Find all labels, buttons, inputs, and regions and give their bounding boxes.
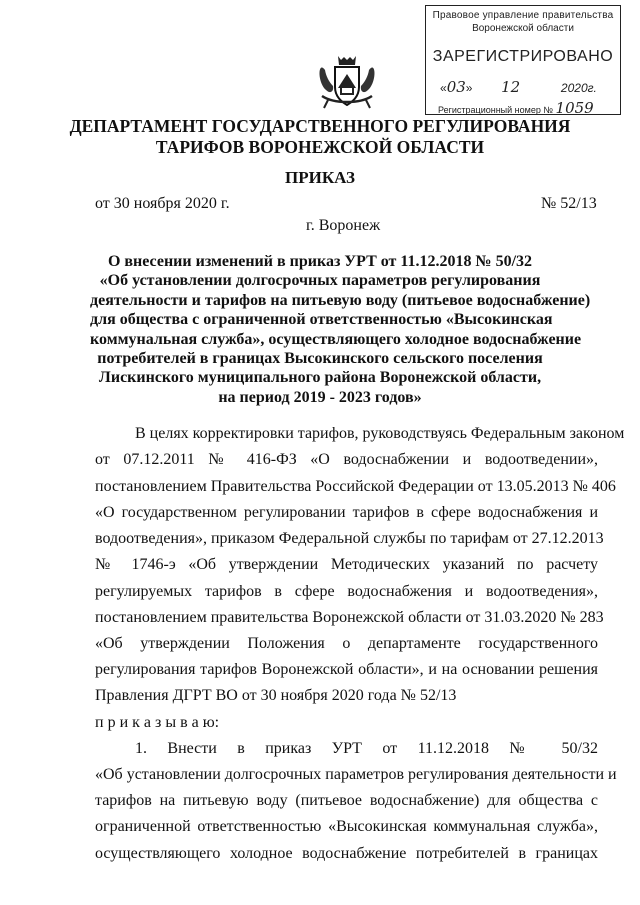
order-title: [90, 252, 591, 407]
stamp-reg-number: [438, 99, 618, 117]
title-line: О внесении изменений в приказ УРТ от 11.12.2018 № 50/32: [107, 253, 533, 270]
title-line: Лискинского муниципального района Воронежской области,: [98, 369, 542, 387]
stamp-registered-label: ЗАРЕГИСТРИРОВАНО: [432, 48, 614, 65]
order-directive: п р и к а з ы в а ю:: [95, 714, 220, 731]
title-line: для общества с ограниченной ответственностью «Высокинская: [90, 311, 553, 329]
org-name-line2: ТАРИФОВ ВОРОНЕЖСКОЙ ОБЛАСТИ: [155, 137, 485, 157]
body-line: Правления ДГРТ ВО от 30 ноября 2020 года № 52/13: [95, 687, 457, 704]
body-line: ограниченной ответственностью «Высокинская коммунальная служба»,: [95, 818, 598, 835]
stamp-year: 2020г.: [560, 81, 597, 95]
coat-of-arms-icon: [316, 52, 378, 110]
order-number: № 52/13: [541, 195, 597, 212]
order-city: г. Воронеж: [306, 217, 381, 234]
stamp-authority-line2: Воронежской области: [472, 23, 574, 34]
body-line: регулирования тарифов Воронежской области», и на основании решения: [95, 661, 598, 678]
org-name-line1: ДЕПАРТАМЕНТ ГОСУДАРСТВЕННОГО РЕГУЛИРОВАНИЯ: [69, 116, 571, 136]
stamp-reg-number-value: 1059: [555, 99, 594, 117]
body-line: от 07.12.2011 № 416-ФЗ «О водоснабжении и водоотведении»,: [95, 451, 598, 468]
body-line: постановлением Правительства Российской Федерации от 13.05.2013 № 406: [95, 478, 616, 495]
stamp-reg-number-label: Регистрационный номер №: [438, 105, 554, 115]
body-line: тарифов на питьевую воду (питьевое водоснабжение) для общества с: [95, 792, 598, 809]
title-line: потребителей в границах Высокинского сельского поселения: [97, 350, 543, 368]
item-1-line: 1. Внести в приказ УРТ от 11.12.2018 № 50/32: [135, 740, 598, 757]
body-line: «Об утверждении Положения о департаменте государственного: [95, 635, 598, 652]
title-line: коммунальная служба», осуществляющего холодное водоснабжение: [90, 330, 582, 348]
title-line: «Об установлении долгосрочных параметров регулирования: [99, 272, 541, 290]
stamp-day: 03: [446, 78, 466, 96]
body-line: «О государственном регулировании тарифов в сфере водоснабжения и: [95, 504, 598, 521]
stamp-month: 12: [501, 78, 521, 96]
registration-stamp: [425, 5, 621, 115]
title-line: деятельности и тарифов на питьевую воду (питьевое водоснабжение): [90, 291, 591, 309]
body-line: регулируемых тарифов в сфере водоснабжения и водоотведения»,: [95, 583, 598, 600]
body-line: № 1746-э «Об утверждении Методических указаний по расчету: [95, 556, 598, 573]
body-line: В целях корректировки тарифов, руководствуясь Федеральным законом: [135, 425, 625, 442]
stamp-date: «03» 12 2020г.: [440, 78, 597, 96]
stamp-authority-line1: Правовое управление правительства: [432, 10, 614, 21]
title-line: на период 2019 - 2023 годов»: [218, 388, 422, 406]
order-date: от 30 ноября 2020 г.: [95, 195, 230, 212]
body-line: постановлением правительства Воронежской области от 31.03.2020 № 283: [95, 609, 604, 626]
doc-type-title: ПРИКАЗ: [285, 168, 355, 187]
body-line: водоотведения», приказом Федеральной службы по тарифам от 27.12.2013: [95, 530, 604, 547]
body-line: «Об установлении долгосрочных параметров регулирования деятельности и: [95, 766, 617, 783]
body-line: осуществляющего холодное водоснабжение потребителей в границах: [95, 845, 598, 862]
